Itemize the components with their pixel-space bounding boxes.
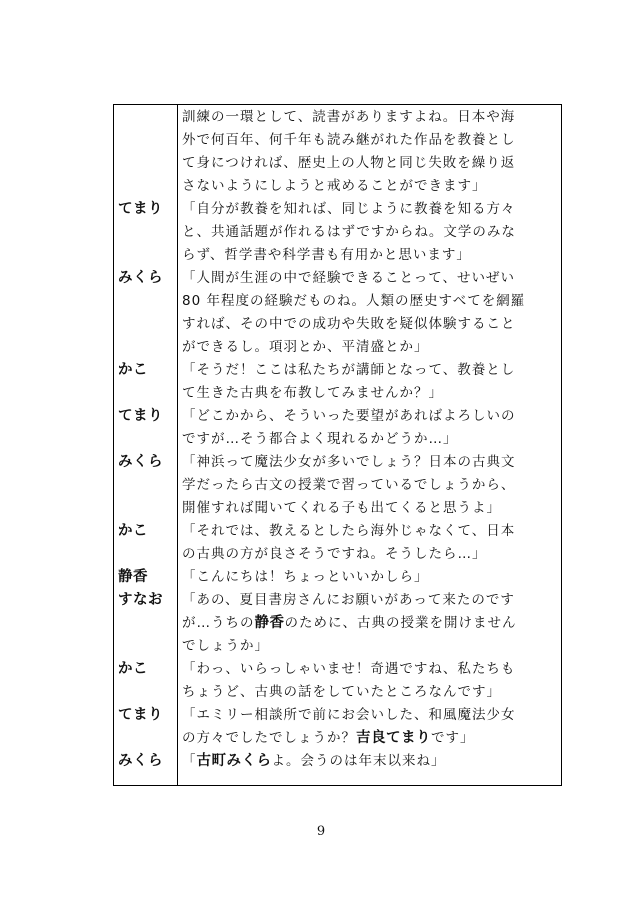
- dialogue-row: [114, 750, 560, 773]
- speech-text: [177, 451, 556, 520]
- speech-segment: 「わっ、いらっしゃいませ！奇遇ですね、私たちも: [182, 661, 516, 677]
- speech-segment: 「エミリー相談所で前にお会いした、和風魔法少女: [182, 707, 516, 723]
- speaker-name: かこ: [118, 523, 148, 539]
- speech-segment: 「それでは、教えるとしたら海外じゃなくて、日本: [182, 523, 516, 539]
- speech-line: [182, 612, 556, 635]
- speech-line: [182, 428, 556, 451]
- speaker-name: すなお: [118, 592, 163, 608]
- speech-line: [182, 106, 556, 129]
- speech-segment: て生きた古典を布教してみませんか？」: [182, 385, 443, 401]
- speaker-name: てまり: [118, 707, 163, 723]
- dialogue-row: [114, 267, 560, 359]
- speech-segment: 開催すれば聞いてくれる子も出てくると思うよ」: [182, 500, 501, 516]
- speech-line: [182, 658, 556, 681]
- speaker-name: みくら: [118, 270, 163, 286]
- speaker-name: みくら: [118, 753, 163, 769]
- speech-segment: でしょうか」: [182, 638, 269, 654]
- page-number: 9: [316, 824, 326, 839]
- speech-segment: よ。会うのは年末以来ね」: [271, 753, 446, 769]
- dialogue-row: [114, 198, 560, 267]
- speech-segment: です」: [431, 730, 475, 746]
- speech-text: [177, 405, 556, 451]
- speech-segment: らず、哲学書や科学書も有用かと思います」: [182, 247, 471, 263]
- highlighted-name: 静香: [254, 615, 285, 631]
- speech-line: [182, 589, 556, 612]
- speech-line: [182, 635, 556, 658]
- speech-segment: 学だったら古文の授業で習っているでしょうから、: [182, 477, 516, 493]
- speech-text: [177, 359, 556, 405]
- dialogue-row: [114, 704, 560, 750]
- speech-line: [182, 474, 556, 497]
- speech-text: [177, 704, 556, 750]
- dialogue-table: [114, 106, 560, 773]
- dialogue-row: [114, 359, 560, 405]
- speech-line: [182, 359, 556, 382]
- speech-line: [182, 382, 556, 405]
- speech-line: [182, 198, 556, 221]
- dialogue-row: [114, 589, 560, 658]
- dialogue-row: [114, 451, 560, 520]
- speech-line: [182, 221, 556, 244]
- speech-line: [182, 451, 556, 474]
- speech-line: [182, 566, 556, 589]
- speech-line: [182, 336, 556, 359]
- speech-segment: のために、古典の授業を開けません: [284, 615, 517, 631]
- speech-segment: 訓練の一環として、読書がありますよね。日本や海: [182, 109, 516, 125]
- speaker-name: 静香: [118, 569, 148, 585]
- speech-line: [182, 681, 556, 704]
- speech-line: [182, 543, 556, 566]
- speech-line: [182, 520, 556, 543]
- dialogue-row: [114, 566, 560, 589]
- speech-text: [177, 750, 556, 773]
- speech-text: [177, 267, 556, 359]
- speech-segment: 80 年程度の経験だものね。人類の歴史すべてを網羅: [182, 293, 526, 309]
- speech-line: [182, 750, 556, 773]
- dialogue-row: [114, 520, 560, 566]
- speaker-name: てまり: [118, 408, 163, 424]
- highlighted-name: 吉良てまり: [356, 730, 431, 746]
- speaker-name: てまり: [118, 201, 163, 217]
- dialogue-row: [114, 658, 560, 704]
- speech-line: [182, 129, 556, 152]
- speech-segment: 「自分が教養を知れば、同じように教養を知る方々: [182, 201, 516, 217]
- speech-segment: 「そうだ！ここは私たちが講師となって、教養とし: [182, 362, 516, 378]
- speech-line: [182, 727, 556, 750]
- speech-line: [182, 267, 556, 290]
- speech-text: [177, 198, 556, 267]
- speaker-name: みくら: [118, 454, 163, 470]
- speech-text: [177, 566, 556, 589]
- dialogue-row: [114, 106, 560, 198]
- speech-segment: ができるし。項羽とか、平清盛とか」: [182, 339, 429, 355]
- speech-segment: が…うちの: [182, 615, 255, 631]
- speech-segment: ちょうど、古典の話をしていたところなんです」: [182, 684, 501, 700]
- speech-segment: て身につければ、歴史上の人物と同じ失敗を繰り返: [182, 155, 516, 171]
- speech-segment: の古典の方が良さそうですね。そうしたら…」: [182, 546, 487, 562]
- speech-line: [182, 313, 556, 336]
- highlighted-name: 古町みくら: [196, 753, 272, 769]
- speech-line: [182, 497, 556, 520]
- speech-text: [177, 658, 556, 704]
- dialogue-row: [114, 405, 560, 451]
- speech-segment: ですが…そう都合よく現れるかどうか…」: [182, 431, 458, 447]
- speech-segment: 「こんにちは！ちょっといいかしら」: [182, 569, 429, 585]
- speech-segment: さないようにしようと戒めることができます」: [182, 178, 487, 194]
- speech-text: [177, 520, 556, 566]
- speech-segment: 外で何百年、何千年も読み継がれた作品を教養とし: [182, 132, 516, 148]
- speech-line: [182, 175, 556, 198]
- speech-text: [177, 106, 556, 198]
- speech-segment: すれば、その中での成功や失敗を疑似体験すること: [182, 316, 516, 332]
- speech-line: [182, 704, 556, 727]
- speech-text: [177, 589, 556, 658]
- speaker-name: かこ: [118, 661, 148, 677]
- speech-segment: 「あの、夏目書房さんにお願いがあって来たのです: [182, 592, 515, 608]
- speech-line: [182, 152, 556, 175]
- speech-segment: と、共通話題が作れるはずですからね。文学のみな: [182, 224, 516, 240]
- speech-line: [182, 244, 556, 267]
- speech-segment: 「人間が生涯の中で経験できることって、せいぜい: [182, 270, 515, 286]
- speech-segment: 「: [182, 753, 197, 769]
- speech-segment: の方々でしたでしょうか？: [182, 730, 356, 746]
- speech-line: [182, 405, 556, 428]
- speech-segment: 「どこかから、そういった要望があればよろしいの: [182, 408, 516, 424]
- speaker-name: かこ: [118, 362, 148, 378]
- speech-line: [182, 290, 556, 313]
- speaker-name: [114, 106, 177, 198]
- speech-segment: 「神浜って魔法少女が多いでしょう？日本の古典文: [182, 454, 516, 470]
